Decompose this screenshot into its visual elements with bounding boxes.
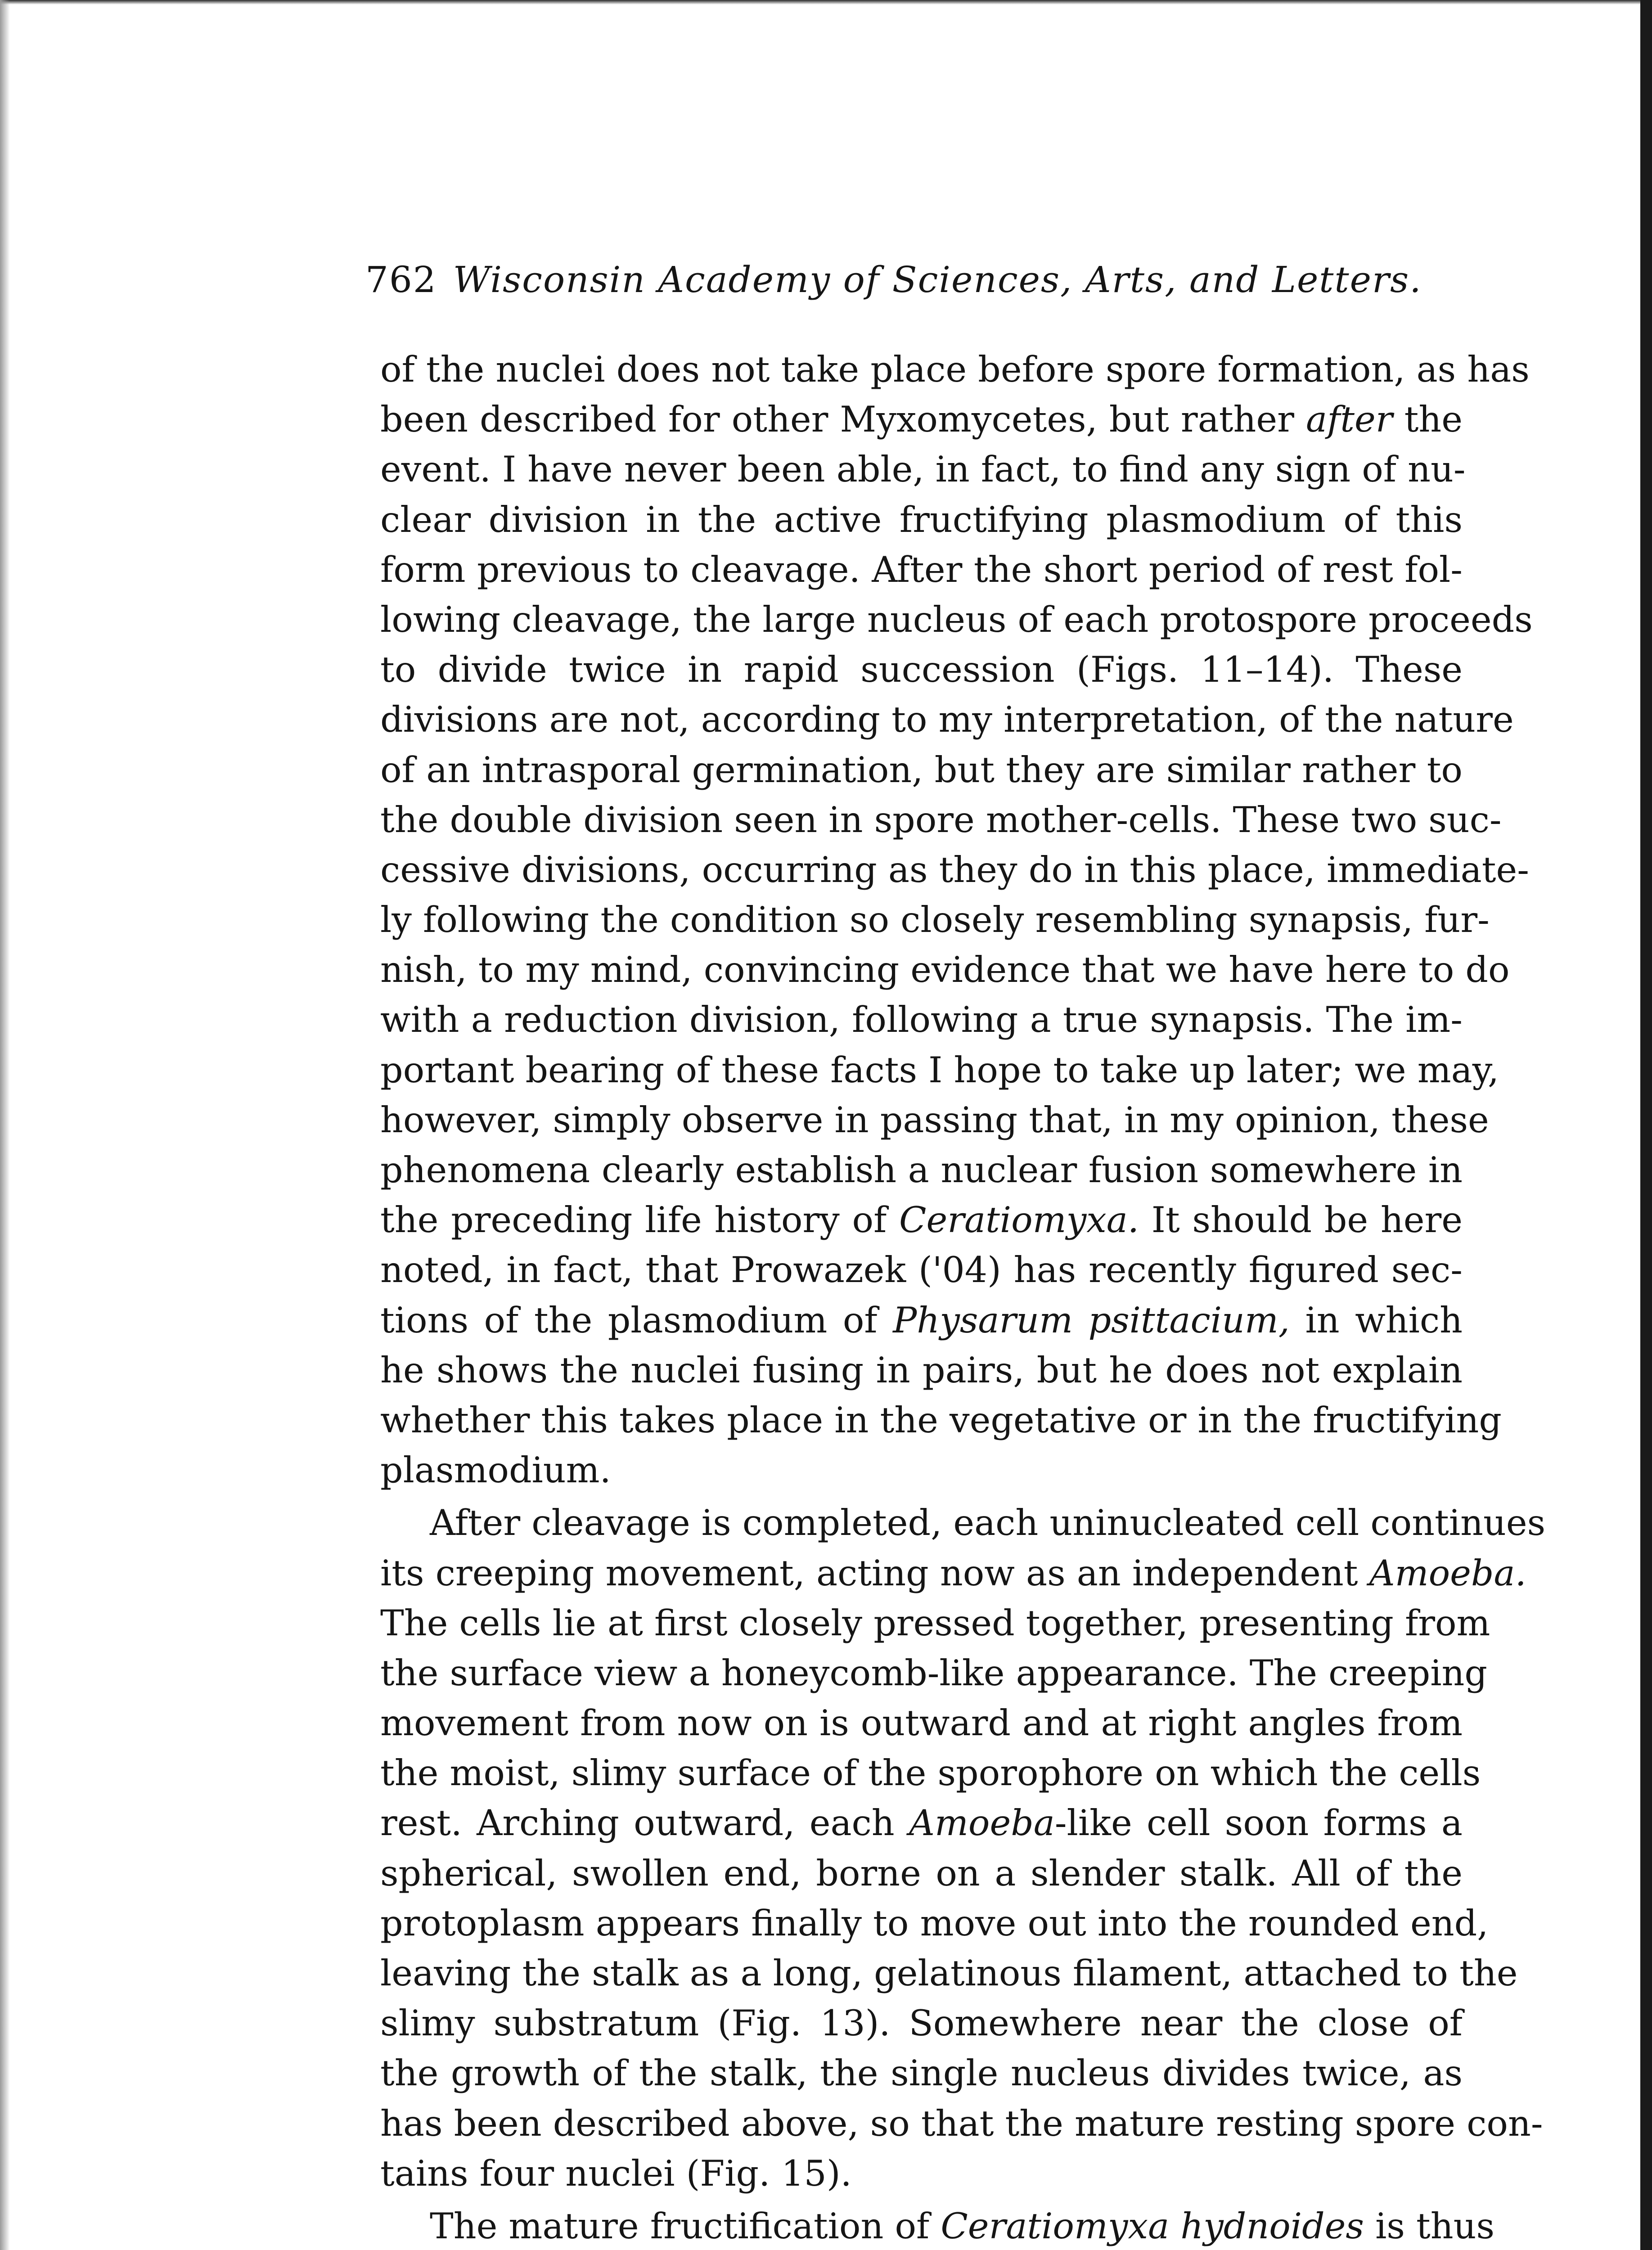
text-run: After cleavage is completed, each uninucleated cell continues (430, 1502, 1546, 1544)
text-run: rest. Arching outward, each (380, 1802, 909, 1844)
scan-left-edge (0, 0, 10, 2250)
text-run: to divide twice in rapid succession (Figs. 11–14). These (380, 649, 1463, 691)
text-run: however, simply observe in passing that, in my opinion, these (380, 1099, 1489, 1141)
text-run: ly following the condition so closely resembling synapsis, fur- (380, 899, 1490, 941)
text-run: leaving the stalk as a long, gelatinous filament, attached to the (380, 1953, 1518, 1994)
text-run: spherical, swollen end, borne on a slender stalk. All of the (380, 1852, 1463, 1894)
text-line (380, 1548, 1526, 1598)
text-run: -like cell soon forms a (1054, 1802, 1463, 1844)
text-line (380, 2149, 1463, 2199)
text-line (380, 1045, 1499, 1095)
text-run: in which (1289, 1299, 1463, 1341)
text-line (380, 645, 1463, 695)
text-line (380, 1498, 1546, 1548)
paragraph (380, 1498, 1546, 2199)
text-run: event. I have never been able, in fact, to find any sign of nu- (380, 449, 1466, 490)
paragraph (380, 345, 1533, 1495)
text-line (380, 545, 1463, 595)
text-line (380, 1998, 1463, 2048)
italic-term: after (1305, 399, 1393, 441)
text-run: nish, to my mind, convincing evidence that we have here to do (380, 949, 1510, 991)
text-line (380, 1445, 1463, 1495)
text-run: It should be here (1139, 1199, 1463, 1241)
text-line (380, 2099, 1543, 2149)
paragraph (380, 2201, 1495, 2250)
text-run: cessive divisions, occurring as they do in this place, immediate- (380, 849, 1529, 891)
text-run: lowing cleavage, the large nucleus of each protospore proceeds (380, 598, 1533, 640)
text-run: the surface view a honeycomb-like appearance. The creeping (380, 1652, 1487, 1694)
text-line (380, 995, 1463, 1045)
text-line (380, 445, 1466, 495)
running-head (365, 253, 1472, 307)
text-run: plasmodium. (380, 1449, 611, 1491)
text-line (380, 395, 1463, 445)
text-run: clear division in the active fructifying plasmodium of this (380, 499, 1463, 540)
text-run: protoplasm appears finally to move out into the rounded end, (380, 1902, 1489, 1944)
text-line (380, 1145, 1463, 1195)
italic-term: Amoeba. (1369, 1552, 1526, 1594)
text-run: form previous to cleavage. After the short period of rest fol- (380, 549, 1463, 590)
text-run: the (1392, 399, 1463, 441)
text-line (380, 1849, 1463, 1899)
text-run: its creeping movement, acting now as an independent (380, 1552, 1369, 1594)
text-run: the double division seen in spore mother-cells. These two suc- (380, 799, 1502, 841)
text-run: tions of the plasmodium of (380, 1299, 893, 1341)
text-run: been described for other Myxomycetes, but rather (380, 399, 1306, 441)
text-run: of an intrasporal germination, but they are similar rather to (380, 749, 1463, 791)
text-run: of the nuclei does not take place before spore formation, as has (380, 349, 1530, 390)
scan-right-edge (1640, 0, 1652, 2250)
text-line (380, 1195, 1463, 1245)
text-line (380, 695, 1514, 745)
text-line (380, 2048, 1463, 2098)
italic-term: Physarum psittacium, (893, 1299, 1290, 1341)
text-run: phenomena clearly establish a nuclear fusion somewhere in (380, 1149, 1463, 1191)
text-line (380, 495, 1463, 545)
text-line (380, 1748, 1481, 1798)
text-line (380, 1948, 1518, 1998)
text-line (380, 1395, 1502, 1445)
text-run: movement from now on is outward and at right angles from (380, 1702, 1463, 1744)
text-line (380, 1095, 1489, 1145)
text-line (380, 745, 1463, 795)
text-run: has been described above, so that the mature resting spore con- (380, 2102, 1543, 2144)
text-line (380, 345, 1530, 395)
text-run: whether this takes place in the vegetative or in the fructifying (380, 1399, 1502, 1441)
text-line (380, 945, 1510, 995)
text-line (380, 795, 1502, 845)
text-run: the moist, slimy surface of the sporophore on which the cells (380, 1752, 1481, 1794)
text-line (380, 1899, 1489, 1948)
journal-title: Wisconsin Academy of Sciences, Arts, and Letters. (453, 259, 1422, 301)
text-line (380, 1648, 1487, 1698)
text-run: noted, in fact, that Prowazek ('04) has recently figured sec- (380, 1249, 1463, 1291)
text-run: tains four nuclei (Fig. 15). (380, 2152, 852, 2194)
text-line (380, 845, 1529, 895)
text-run: with a reduction division, following a true synapsis. The im- (380, 999, 1463, 1041)
text-run: The cells lie at first closely pressed together, presenting from (380, 1602, 1490, 1644)
text-line (380, 2201, 1495, 2250)
text-line (380, 895, 1490, 945)
text-line (380, 1798, 1463, 1848)
text-run: he shows the nuclei fusing in pairs, but he does not explain (380, 1349, 1463, 1391)
text-line (380, 1245, 1463, 1295)
text-line (380, 1598, 1490, 1648)
text-run: the preceding life history of (380, 1199, 900, 1241)
text-run: is thus (1364, 2205, 1495, 2247)
text-run: divisions are not, according to my interpretation, of the nature (380, 699, 1514, 741)
italic-term: Ceratiomyxa. (899, 1199, 1139, 1241)
text-line (380, 1698, 1463, 1748)
body-text (380, 345, 1546, 2250)
italic-term: Ceratiomyxa hydnoides (941, 2205, 1364, 2247)
italic-term: Amoeba (909, 1802, 1055, 1844)
text-line (380, 1346, 1463, 1395)
text-run: portant bearing of these facts I hope to take up later; we may, (380, 1049, 1499, 1091)
text-run: The mature fructification of (430, 2205, 941, 2247)
text-line (380, 595, 1533, 645)
text-run: slimy substratum (Fig. 13). Somewhere near the close of (380, 2002, 1463, 2044)
text-run: the growth of the stalk, the single nucleus divides twice, as (380, 2052, 1463, 2094)
text-line (380, 1296, 1463, 1346)
scan-top-edge (0, 0, 1652, 4)
page-number: 762 (365, 259, 437, 301)
